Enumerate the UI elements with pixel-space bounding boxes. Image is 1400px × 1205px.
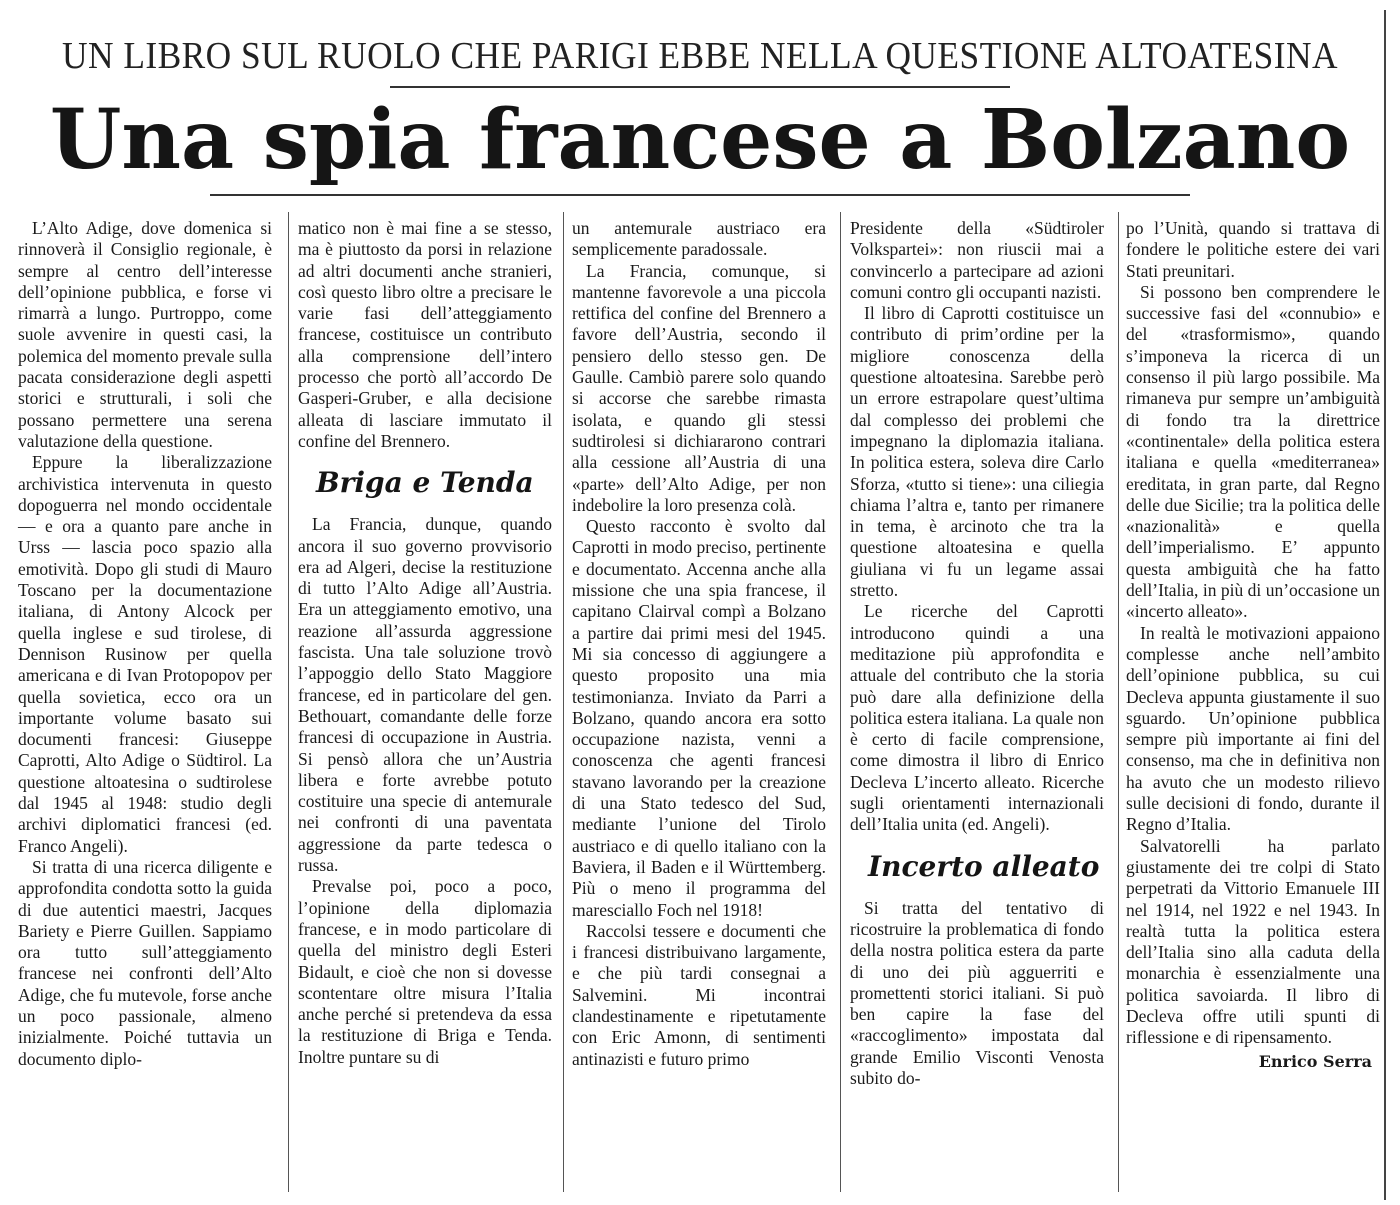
article-paragraph: un antemurale austriaco era semplicemente paradossale.	[572, 218, 826, 260]
headline-rule	[210, 194, 1190, 196]
column-divider	[840, 212, 841, 1192]
author-signature: Enrico Serra	[1258, 1051, 1372, 1071]
article-paragraph: La Francia, dunque, quando ancora il suo governo provvisorio era ad Algeri, decise la restituzione di tutto l’Alto Adige all’Austria. Era un atteggiamento emotivo, una reazione all’assurda aggressione fascista. Una tale soluzione trovò l’appoggio dello Stato Maggiore francese, ed in particolare del gen. Bethouart, comandante delle forze francesi di occupazione in Austria. Si pensò allora che un’Austria libera e forte avrebbe potuto costituire una specie di antemurale nei confronti di una paventata aggressione da parte tedesca o russa.	[298, 514, 552, 876]
section-subheading: Briga e Tenda	[316, 466, 534, 500]
article-paragraph: matico non è mai fine a se stesso, ma è piuttosto da porsi in relazione ad altri documenti anche stranieri, così questo libro oltre a precisare le varie fasi dell’atteggiamento francese, costituisce un contributo alla comprensione dell’intero processo che portò all’accordo De Gasperi-Gruber, e alla decisione alleata di lasciare immutato il confine del Brennero.	[298, 218, 552, 451]
text-column-1	[18, 218, 272, 1070]
headline: Una spia francese a Bolzano	[49, 92, 1351, 188]
page-edge-rule	[1384, 10, 1386, 1200]
text-column-2	[298, 218, 552, 1068]
article-paragraph: In realtà le motivazioni appaiono complesse anche nell’ambito dell’opinione pubblica, su cui Decleva appunta giustamente il suo sguardo. Un’opinione pubblica sempre più importante ai fini del consenso, ma che in definitiva non ha avuto che un modesto rilievo sulle decisioni di fondo, durante il Regno d’Italia.	[1126, 622, 1380, 835]
kicker-line: UN LIBRO SUL RUOLO CHE PARIGI EBBE NELLA QUESTIONE ALTOATESINA	[62, 35, 1338, 77]
text-column-4	[850, 218, 1104, 1089]
article-paragraph: Salvatorelli ha parlato giustamente dei tre colpi di Stato perpetrati da Vittorio Emanuele III nel 1914, nel 1922 e nel 1943. In realtà tutta la politica estera dell’Italia sino alla caduta della monarchia è essenzialmente una politica savoiarda. Il libro di Decleva offre utili spunti di riflessione e di ripensamento.	[1126, 835, 1380, 1048]
kicker-rule	[390, 86, 1010, 88]
article-paragraph: Questo racconto è svolto dal Caprotti in modo preciso, pertinente e documentato. Accenna anche alla missione che una spia francese, il capitano Clairval compì a Bolzano a partire dai primi mesi del 1945. Mi sia concesso di aggiungere a questo proposito una mia testimonianza. Inviato da Parri a Bolzano, quando ancora era sotto occupazione nazista, venni a conoscenza che agenti francesi stavano lavorando per la creazione di una Stato tedesco del Sud, mediante l’unione del Tirolo austriaco e di quello italiano con la Baviera, il Baden e il Württemberg. Più o meno il programma del maresciallo Foch nel 1918!	[572, 516, 826, 920]
article-paragraph: Le ricerche del Caprotti introducono quindi a una meditazione più approfondita e attuale del contributo che la storia può dare alla definizione della politica estera italiana. La quale non è certo di facile comprensione, come dimostra il libro di Enrico Decleva L’incerto alleato. Ricerche sugli orientamenti internazionali dell’Italia unita (ed. Angeli).	[850, 601, 1104, 835]
text-column-5	[1126, 218, 1380, 1072]
article-paragraph: Eppure la liberalizzazione archivistica intervenuta in questo dopoguerra nel mondo occidentale — e ora a quanto pare anche in Urss — lascia poco spazio alla emotività. Dopo gli studi di Mauro Toscano per la documentazione italiana, di Antony Alcock per quella inglese e sud tirolese, di Dennison Rusinow per quella americana e di Ivan Protopopov per quella sovietica, ecco ora un importante volume basato sui documenti francesi: Giuseppe Caprotti, Alto Adige o Südtirol. La questione altoatesina o sudtirolese dal 1945 al 1948: studio degli archivi diplomatici francesi (ed. Franco Angeli).	[18, 452, 272, 856]
article-paragraph: La Francia, comunque, si mantenne favorevole a una piccola rettifica del confine del Brennero a favore dell’Austria, secondo il pensiero dello stesso gen. De Gaulle. Cambiò parere solo quando si accorse che sarebbe rimasta isolata, e quando gli stessi sudtirolesi si dichiararono contrari alla cessione all’Austria di una «parte» dell’Alto Adige, per non indebolire la loro presenza colà.	[572, 260, 826, 515]
text-column-3	[572, 218, 826, 1070]
section-subheading: Incerto alleato	[868, 849, 1100, 883]
article-paragraph: po l’Unità, quando si trattava di fondere le politiche estere dei vari Stati preunitari.	[1126, 218, 1380, 281]
article-paragraph: Prevalse poi, poco a poco, l’opinione della diplomazia francese, e in modo particolare di quella del ministro degli Esteri Bidault, e cioè che non si dovesse scontentare oltre misura l’Italia anche perché si pretendeva da essa la restituzione di Briga e Tenda. Inoltre puntare su di	[298, 876, 552, 1067]
column-divider	[1118, 212, 1119, 1192]
article-paragraph: Il libro di Caprotti costituisce un contributo di prim’ordine per la migliore conoscenza della questione altoatesina. Sarebbe però un errore estrapolare quest’ultima dal complesso dei problemi che impegnano la diplomazia italiana. In politica estera, soleva dire Carlo Sforza, «tutto si tiene»: una ciliegia chiama l’altra e, tanto per rimanere in tema, è arcinoto che tra la questione altoatesina e quella giuliana vi fu un legame assai stretto.	[850, 303, 1104, 601]
article-paragraph: Raccolsi tessere e documenti che i francesi distribuivano largamente, e che più tardi consegnai a Salvemini. Mi incontrai clandestinamente e ripetutamente con Eric Amonn, di sentimenti antinazisti e futuro primo	[572, 920, 826, 1069]
column-divider	[288, 212, 289, 1192]
article-paragraph: L’Alto Adige, dove domenica si rinnoverà il Consiglio regionale, è sempre al centro dell’interesse dell’opinione pubblica, e forse vi rimarrà a lungo. Purtroppo, come suole avvenire in questi casi, la polemica del momento prevale sulla pacata considerazione degli aspetti storici e strutturali, i soli che possano permettere una serena valutazione della questione.	[18, 218, 272, 451]
article-paragraph: Si tratta di una ricerca diligente e approfondita condotta sotto la guida di due autentici maestri, Jacques Bariety e Pierre Guillen. Sappiamo ora tutto sull’atteggiamento francese nei confronti dell’Alto Adige, che fu mutevole, forse anche un poco passionale, almeno inizialmente. Poiché tuttavia un documento diplo-	[18, 856, 272, 1069]
article-paragraph: Si possono ben comprendere le successive fasi del «connubio» e del «trasformismo», quando s’imponeva la ricerca di un consenso il più largo possibile. Ma rimaneva pur sempre un’ambiguità di fondo tra la direttrice «continentale» della politica estera italiana e quella «mediterranea» ereditata, in gran parte, dal Regno delle due Sicilie; tra la politica delle «nazionalità» e quella dell’imperialismo. E’ appunto questa ambiguità che ha fatto dell’Italia, in più di un’occasione un «incerto alleato».	[1126, 281, 1380, 622]
column-divider	[563, 212, 564, 1192]
article-paragraph: Presidente della «Südtiroler Volkspartei»: non riuscii mai a convincerlo a partecipare ad azioni comuni contro gli occupanti nazisti.	[850, 218, 1104, 302]
article-paragraph: Si tratta del tentativo di ricostruire la problematica di fondo della nostra politica estera da parte di uno dei più agguerriti e promettenti storici italiani. Si può ben capire la fase del «raccoglimento» impostata dal grande Emilio Visconti Venosta subito do-	[850, 897, 1104, 1088]
